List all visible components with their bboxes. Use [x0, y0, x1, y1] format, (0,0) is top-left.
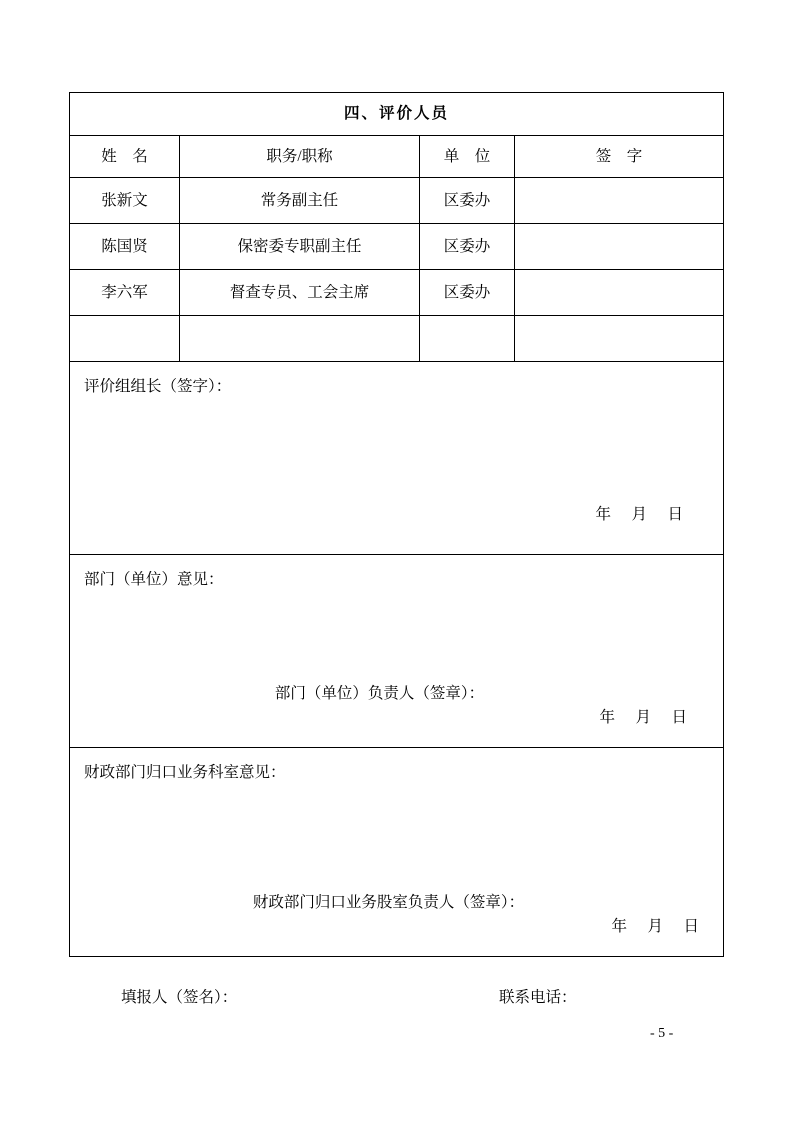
cell-position: 常务副主任 [180, 178, 420, 224]
reporter-label: 填报人（签名）： [121, 989, 238, 1006]
cell-position: 保密委专职副主任 [180, 224, 420, 270]
phone-label: 联系电话： [499, 989, 577, 1006]
evaluation-leader-date[interactable] [575, 504, 683, 526]
table-row [70, 316, 724, 362]
finance-opinion-label: 财政部门归口业务科室意见： [84, 764, 286, 781]
evaluation-leader-block [70, 362, 724, 555]
department-opinion-block-row [70, 555, 724, 748]
cell-name: 陈国贤 [70, 224, 180, 270]
department-opinion-label: 部门（单位）意见： [84, 571, 224, 588]
date-day: 日 [671, 709, 688, 727]
table-row [70, 178, 724, 224]
finance-opinion-block [70, 748, 724, 957]
header-position: 职务/职称 [180, 136, 420, 178]
evaluation-leader-block-row [70, 362, 724, 555]
date-day: 日 [683, 918, 700, 936]
section-title: 四、评价人员 [70, 93, 724, 136]
date-year: 年 [595, 506, 612, 524]
finance-opinion-date[interactable] [591, 916, 699, 938]
header-name: 姓 名 [70, 136, 180, 178]
date-month: 月 [635, 709, 652, 727]
finance-responsible-label: 财政部门归口业务股室负责人（签章）： [252, 894, 525, 912]
date-year: 年 [599, 709, 616, 727]
table-row [70, 224, 724, 270]
cell-signature[interactable] [515, 224, 724, 270]
header-unit: 单 位 [420, 136, 515, 178]
date-month: 月 [647, 918, 664, 936]
date-month: 月 [631, 506, 648, 524]
cell-signature[interactable] [515, 316, 724, 362]
finance-opinion-block-row [70, 748, 724, 957]
date-year: 年 [611, 918, 628, 936]
department-opinion-date[interactable] [579, 707, 687, 729]
header-signature: 签 字 [515, 136, 724, 178]
evaluation-personnel-table [69, 92, 724, 957]
cell-name: 张新文 [70, 178, 180, 224]
cell-signature[interactable] [515, 270, 724, 316]
department-opinion-block [70, 555, 724, 748]
cell-unit: 区委办 [420, 270, 515, 316]
cell-unit[interactable] [420, 316, 515, 362]
cell-unit: 区委办 [420, 224, 515, 270]
cell-position: 督查专员、工会主席 [180, 270, 420, 316]
cell-unit: 区委办 [420, 178, 515, 224]
date-day: 日 [667, 506, 684, 524]
cell-name[interactable] [70, 316, 180, 362]
table-title-row [70, 93, 724, 136]
page-number: - 5 - [650, 1026, 674, 1041]
evaluation-leader-label: 评价组组长（签字）： [84, 378, 232, 395]
table-row [70, 270, 724, 316]
cell-signature[interactable] [515, 178, 724, 224]
cell-name: 李六军 [70, 270, 180, 316]
department-responsible-label: 部门（单位）负责人（签章）： [274, 685, 485, 703]
table-header-row [70, 136, 724, 178]
cell-position[interactable] [180, 316, 420, 362]
